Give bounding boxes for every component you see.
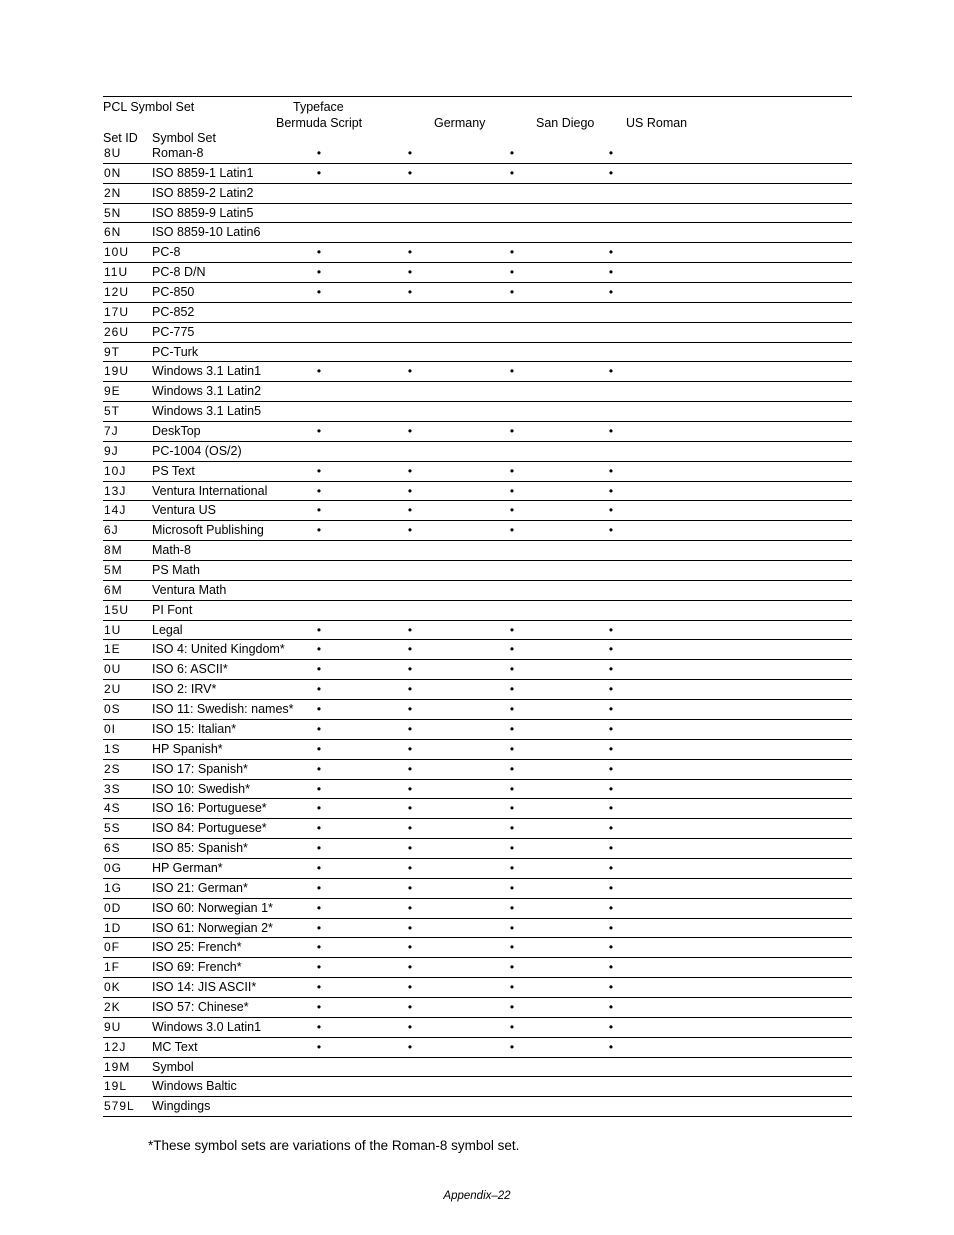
bermuda-script-support-dot: • [316,146,322,160]
germany-support-dot: • [407,463,413,478]
table-row [103,938,852,958]
germany-support-dot: • [407,1039,413,1054]
us-roman-support-dot: • [608,940,614,955]
set-id: 9U [104,1019,122,1034]
bermuda-script-support-dot: • [316,622,322,637]
germany-support-dot: • [407,245,413,260]
germany-support-dot: • [407,801,413,816]
header-symbol-set: Symbol Set [152,131,216,145]
table-row [103,343,852,363]
set-id: 5N [104,205,122,220]
set-id: 579L [104,1099,135,1114]
set-id: 0K [104,980,121,995]
bermuda-script-support-dot: • [316,960,322,975]
symbol-set-name: Ventura US [152,503,216,518]
set-id: 0D [104,900,122,915]
table-row [103,184,852,204]
set-id: 13J [104,483,127,498]
set-id: 7J [104,424,119,439]
table-row [103,879,852,899]
set-id: 8M [104,543,123,558]
germany-support-dot: • [407,702,413,717]
footnote: *These symbol sets are variations of the Roman-8 symbol set. [148,1138,520,1153]
germany-support-dot: • [407,662,413,677]
us-roman-support-dot: • [608,483,614,498]
bermuda-script-support-dot: • [316,662,322,677]
san-diego-support-dot: • [509,702,515,717]
germany-support-dot: • [407,424,413,439]
set-id: 11U [104,265,129,280]
set-id: 10U [104,245,130,260]
us-roman-support-dot: • [608,1039,614,1054]
bermuda-script-support-dot: • [316,860,322,875]
set-id: 6N [104,225,122,240]
bermuda-script-support-dot: • [316,165,322,180]
symbol-set-name: Windows 3.1 Latin2 [152,384,262,399]
germany-support-dot: • [407,999,413,1014]
set-id: 9T [104,344,121,359]
germany-support-dot: • [407,523,413,538]
bermuda-script-support-dot: • [316,940,322,955]
set-id: 10J [104,463,127,478]
germany-support-dot: • [407,940,413,955]
symbol-set-name: PC-850 [152,285,195,300]
table-row [103,1097,852,1117]
san-diego-support-dot: • [509,364,515,379]
germany-support-dot: • [407,682,413,697]
symbol-set-name: PC-852 [152,304,195,319]
germany-support-dot: • [407,721,413,736]
us-roman-support-dot: • [608,265,614,280]
table-row [103,263,852,283]
set-id: 4S [104,801,121,816]
san-diego-support-dot: • [509,721,515,736]
us-roman-support-dot: • [608,880,614,895]
us-roman-support-dot: • [608,682,614,697]
san-diego-support-dot: • [509,245,515,260]
table-row [103,283,852,303]
us-roman-support-dot: • [608,503,614,518]
header-typeface: Typeface [293,100,344,114]
symbol-set-name: Roman-8 [152,146,204,160]
us-roman-support-dot: • [608,424,614,439]
bermuda-script-support-dot: • [316,880,322,895]
san-diego-support-dot: • [509,741,515,756]
symbol-set-name: MC Text [152,1039,198,1054]
bermuda-script-support-dot: • [316,1039,322,1054]
bermuda-script-support-dot: • [316,483,322,498]
us-roman-support-dot: • [608,245,614,260]
us-roman-support-dot: • [608,165,614,180]
us-roman-support-dot: • [608,980,614,995]
set-id: 5M [104,563,123,578]
set-id: 0I [104,721,117,736]
symbol-set-name: Math-8 [152,543,191,558]
symbol-set-name: ISO 8859-10 Latin6 [152,225,261,240]
san-diego-support-dot: • [509,900,515,915]
set-id: 0G [104,860,123,875]
table-row [103,1058,852,1078]
table-row [103,323,852,343]
symbol-set-name: PI Font [152,602,193,617]
table-row [103,899,852,919]
header-bermuda-script: Bermuda Script [276,116,363,130]
table-row [103,541,852,561]
us-roman-support-dot: • [608,741,614,756]
header-set-id: Set ID [103,131,138,145]
set-id: 2K [104,999,121,1014]
set-id: 6S [104,841,121,856]
us-roman-support-dot: • [608,1019,614,1034]
table-row [103,958,852,978]
symbol-set-name: ISO 8859-2 Latin2 [152,185,254,200]
bermuda-script-support-dot: • [316,702,322,717]
header-us-roman: US Roman [626,116,688,130]
set-id: 1E [104,642,121,657]
table-row [103,402,852,422]
germany-support-dot: • [407,841,413,856]
san-diego-support-dot: • [509,1019,515,1034]
germany-support-dot: • [407,880,413,895]
germany-support-dot: • [407,265,413,280]
symbol-set-name: Windows 3.0 Latin1 [152,1019,262,1034]
table-row [103,601,852,621]
san-diego-support-dot: • [509,622,515,637]
set-id: 19L [104,1079,128,1094]
germany-support-dot: • [407,503,413,518]
table-row [103,204,852,224]
san-diego-support-dot: • [509,999,515,1014]
us-roman-support-dot: • [608,920,614,935]
table-row [103,501,852,521]
germany-support-dot: • [407,285,413,300]
symbol-set-name: HP German* [152,860,223,875]
us-roman-support-dot: • [608,285,614,300]
table-row [103,799,852,819]
symbol-set-name: Ventura International [152,483,268,498]
san-diego-support-dot: • [509,146,515,160]
symbol-set-name: ISO 14: JIS ASCII* [152,980,257,995]
table-row [103,819,852,839]
table-row [103,998,852,1018]
us-roman-support-dot: • [608,960,614,975]
set-id: 14J [104,503,127,518]
set-id: 1S [104,741,121,756]
germany-support-dot: • [407,960,413,975]
san-diego-support-dot: • [509,285,515,300]
us-roman-support-dot: • [608,364,614,379]
table-row [103,978,852,998]
set-id: 1F [104,960,121,975]
symbol-set-name: Legal [152,622,183,637]
table-row [103,223,852,243]
germany-support-dot: • [407,364,413,379]
set-id: 0N [104,165,122,180]
bermuda-script-support-dot: • [316,741,322,756]
symbol-set-name: Windows 3.1 Latin1 [152,364,262,379]
germany-support-dot: • [407,900,413,915]
set-id: 2S [104,761,121,776]
table-row [103,839,852,859]
us-roman-support-dot: • [608,463,614,478]
symbol-set-name: Ventura Math [152,582,227,597]
set-id: 0F [104,940,121,955]
us-roman-support-dot: • [608,821,614,836]
symbol-set-name: ISO 15: Italian* [152,721,237,736]
san-diego-support-dot: • [509,920,515,935]
table-row [103,700,852,720]
germany-support-dot: • [407,165,413,180]
set-id: 2U [104,682,122,697]
table-row [103,859,852,879]
symbol-set-name: ISO 16: Portuguese* [152,801,267,816]
table-row [103,462,852,482]
bermuda-script-support-dot: • [316,721,322,736]
us-roman-support-dot: • [608,781,614,796]
san-diego-support-dot: • [509,841,515,856]
san-diego-support-dot: • [509,483,515,498]
symbol-set-name: Microsoft Publishing [152,523,264,538]
table-row [103,561,852,581]
bermuda-script-support-dot: • [316,821,322,836]
bermuda-script-support-dot: • [316,642,322,657]
set-id: 6M [104,582,123,597]
symbol-set-name: ISO 10: Swedish* [152,781,250,796]
table-top-rule [103,96,852,97]
us-roman-support-dot: • [608,622,614,637]
us-roman-support-dot: • [608,523,614,538]
san-diego-support-dot: • [509,940,515,955]
germany-support-dot: • [407,741,413,756]
symbol-set-name: ISO 85: Spanish* [152,841,248,856]
table-row [103,1038,852,1058]
san-diego-support-dot: • [509,265,515,280]
set-id: 5S [104,821,121,836]
set-id: 26U [104,324,130,339]
us-roman-support-dot: • [608,702,614,717]
set-id: 2N [104,185,122,200]
germany-support-dot: • [407,642,413,657]
san-diego-support-dot: • [509,860,515,875]
symbol-set-table [103,144,852,1117]
header-san-diego: San Diego [536,116,595,130]
set-id: 19U [104,364,130,379]
set-id: 9J [104,443,119,458]
san-diego-support-dot: • [509,424,515,439]
table-row [103,482,852,502]
set-id: 1U [104,622,122,637]
set-id: 12J [104,1039,127,1054]
symbol-set-name: ISO 4: United Kingdom* [152,642,285,657]
header-pcl-symbol-set: PCL Symbol Set [103,100,195,114]
symbol-set-name: ISO 69: French* [152,960,242,975]
symbol-set-name: HP Spanish* [152,741,223,756]
bermuda-script-support-dot: • [316,801,322,816]
germany-support-dot: • [407,761,413,776]
bermuda-script-support-dot: • [316,841,322,856]
san-diego-support-dot: • [509,761,515,776]
san-diego-support-dot: • [509,503,515,518]
san-diego-support-dot: • [509,960,515,975]
symbol-set-name: Wingdings [152,1099,211,1114]
germany-support-dot: • [407,920,413,935]
table-row [103,422,852,442]
bermuda-script-support-dot: • [316,1019,322,1034]
set-id: 1D [104,920,122,935]
germany-support-dot: • [407,860,413,875]
bermuda-script-support-dot: • [316,999,322,1014]
table-row [103,243,852,263]
germany-support-dot: • [407,980,413,995]
san-diego-support-dot: • [509,662,515,677]
set-id: 12U [104,285,130,300]
set-id: 0S [104,702,121,717]
bermuda-script-support-dot: • [316,424,322,439]
germany-support-dot: • [407,146,413,160]
bermuda-script-support-dot: • [316,285,322,300]
san-diego-support-dot: • [509,801,515,816]
bermuda-script-support-dot: • [316,682,322,697]
bermuda-script-support-dot: • [316,980,322,995]
symbol-set-name: PC-8 [152,245,181,260]
symbol-set-name: PC-Turk [152,344,199,359]
symbol-set-name: ISO 61: Norwegian 2* [152,920,273,935]
germany-support-dot: • [407,821,413,836]
header-germany: Germany [434,116,486,130]
table-row [103,362,852,382]
table-row [103,144,852,164]
bermuda-script-support-dot: • [316,463,322,478]
symbol-set-name: Symbol [152,1059,194,1074]
bermuda-script-support-dot: • [316,781,322,796]
us-roman-support-dot: • [608,900,614,915]
table-row [103,720,852,740]
symbol-set-name: ISO 60: Norwegian 1* [152,900,273,915]
symbol-set-name: Windows Baltic [152,1079,237,1094]
bermuda-script-support-dot: • [316,900,322,915]
table-row [103,521,852,541]
set-id: 15U [104,602,130,617]
symbol-set-name: ISO 21: German* [152,880,248,895]
set-id: 5T [104,404,121,419]
san-diego-support-dot: • [509,980,515,995]
symbol-set-name: ISO 84: Portuguese* [152,821,267,836]
us-roman-support-dot: • [608,860,614,875]
us-roman-support-dot: • [608,721,614,736]
san-diego-support-dot: • [509,682,515,697]
germany-support-dot: • [407,1019,413,1034]
symbol-set-name: ISO 57: Chinese* [152,999,249,1014]
table-row [103,780,852,800]
san-diego-support-dot: • [509,781,515,796]
san-diego-support-dot: • [509,821,515,836]
set-id: 1G [104,880,123,895]
table-row [103,382,852,402]
table-row [103,164,852,184]
us-roman-support-dot: • [608,146,614,160]
us-roman-support-dot: • [608,642,614,657]
set-id: 0U [104,662,122,677]
san-diego-support-dot: • [509,1039,515,1054]
germany-support-dot: • [407,483,413,498]
bermuda-script-support-dot: • [316,761,322,776]
set-id: 6J [104,523,119,538]
table-row [103,1077,852,1097]
bermuda-script-support-dot: • [316,920,322,935]
san-diego-support-dot: • [509,165,515,180]
symbol-set-name: ISO 6: ASCII* [152,662,228,677]
table-row [103,760,852,780]
table-row [103,740,852,760]
san-diego-support-dot: • [509,463,515,478]
page-number: Appendix–22 [443,1190,511,1202]
symbol-set-name: DeskTop [152,424,201,439]
symbol-set-name: PC-775 [152,324,195,339]
set-id: 9E [104,384,121,399]
bermuda-script-support-dot: • [316,265,322,280]
symbol-set-name: PC-8 D/N [152,265,206,280]
table-row [103,1018,852,1038]
table-row [103,680,852,700]
table-row [103,621,852,641]
symbol-set-name: ISO 8859-9 Latin5 [152,205,254,220]
germany-support-dot: • [407,622,413,637]
symbol-set-name: PC-1004 (OS/2) [152,443,242,458]
table-row [103,660,852,680]
us-roman-support-dot: • [608,662,614,677]
table-row [103,581,852,601]
set-id: 3S [104,781,121,796]
symbol-set-name: PS Text [152,463,195,478]
bermuda-script-support-dot: • [316,523,322,538]
set-id: 17U [104,304,130,319]
symbol-set-name: Windows 3.1 Latin5 [152,404,262,419]
us-roman-support-dot: • [608,761,614,776]
symbol-set-name: ISO 2: IRV* [152,682,217,697]
germany-support-dot: • [407,781,413,796]
bermuda-script-support-dot: • [316,364,322,379]
symbol-set-name: ISO 11: Swedish: names* [152,702,294,717]
bermuda-script-support-dot: • [316,245,322,260]
symbol-set-name: ISO 17: Spanish* [152,761,248,776]
table-row [103,640,852,660]
table-row [103,919,852,939]
bermuda-script-support-dot: • [316,503,322,518]
san-diego-support-dot: • [509,642,515,657]
us-roman-support-dot: • [608,841,614,856]
symbol-set-name: ISO 25: French* [152,940,242,955]
us-roman-support-dot: • [608,801,614,816]
san-diego-support-dot: • [509,880,515,895]
table-row [103,303,852,323]
set-id: 19M [104,1059,131,1074]
symbol-set-name: PS Math [152,563,200,578]
san-diego-support-dot: • [509,523,515,538]
set-id: 8U [104,146,122,160]
symbol-set-name: ISO 8859-1 Latin1 [152,165,254,180]
us-roman-support-dot: • [608,999,614,1014]
table-row [103,442,852,462]
